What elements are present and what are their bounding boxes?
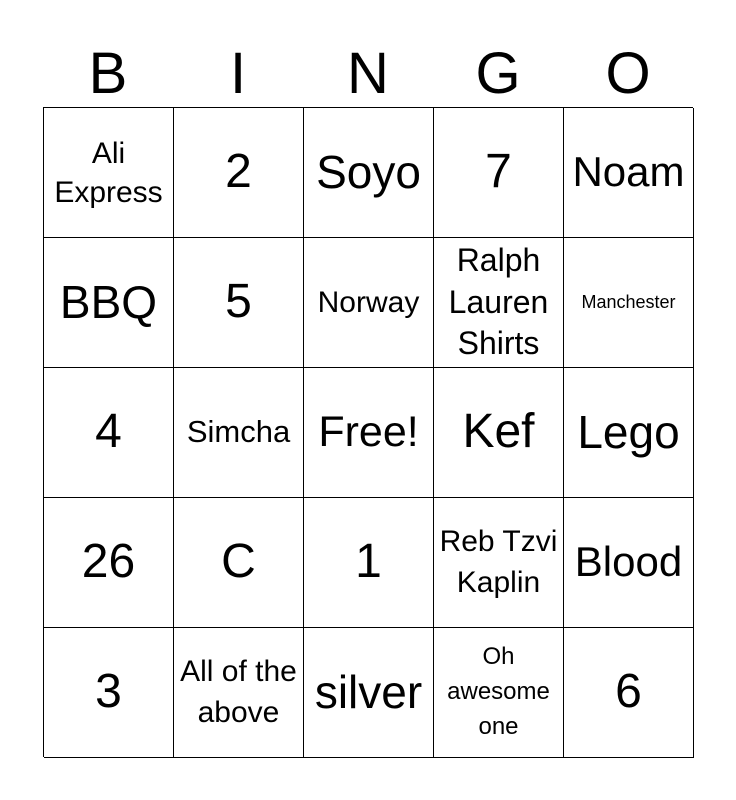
bingo-cell-r3-c2[interactable]: Simcha [174, 368, 304, 498]
header-letter-n: N [347, 41, 389, 106]
bingo-cell-r5-c4[interactable]: Oh awesome one [434, 628, 564, 758]
bingo-cell-r4-c2[interactable]: C [174, 498, 304, 628]
bingo-card-grid [43, 107, 693, 757]
bingo-cell-r5-c3[interactable]: silver [304, 628, 434, 758]
bingo-header [43, 40, 693, 108]
bingo-cell-r4-c3[interactable]: 1 [304, 498, 434, 628]
header-letter-o: O [605, 41, 651, 106]
bingo-cell-r1-c2[interactable]: 2 [174, 108, 304, 238]
header-letter-g: G [475, 41, 521, 106]
bingo-cell-r2-c4[interactable]: Ralph Lauren Shirts [434, 238, 564, 368]
bingo-cell-r1-c1[interactable]: Ali Express [44, 108, 174, 238]
bingo-cell-r3-c3[interactable]: Free! [304, 368, 434, 498]
bingo-cell-r2-c2[interactable]: 5 [174, 238, 304, 368]
header-letter-i: I [229, 41, 247, 106]
bingo-cell-r5-c1[interactable]: 3 [44, 628, 174, 758]
bingo-cell-r1-c5[interactable]: Noam [564, 108, 694, 238]
bingo-cell-r3-c4[interactable]: Kef [434, 368, 564, 498]
bingo-cell-r2-c1[interactable]: BBQ [44, 238, 174, 368]
bingo-cell-r2-c3[interactable]: Norway [304, 238, 434, 368]
bingo-cell-r2-c5[interactable]: Manchester [564, 238, 694, 368]
bingo-cell-r1-c4[interactable]: 7 [434, 108, 564, 238]
bingo-cell-r3-c1[interactable]: 4 [44, 368, 174, 498]
bingo-cell-r4-c5[interactable]: Blood [564, 498, 694, 628]
bingo-cell-r5-c2[interactable]: All of the above [174, 628, 304, 758]
bingo-cell-r4-c1[interactable]: 26 [44, 498, 174, 628]
header-letter-b: B [88, 41, 128, 106]
bingo-cell-r4-c4[interactable]: Reb Tzvi Kaplin [434, 498, 564, 628]
bingo-cell-r5-c5[interactable]: 6 [564, 628, 694, 758]
bingo-cell-r1-c3[interactable]: Soyo [304, 108, 434, 238]
bingo-cell-r3-c5[interactable]: Lego [564, 368, 694, 498]
